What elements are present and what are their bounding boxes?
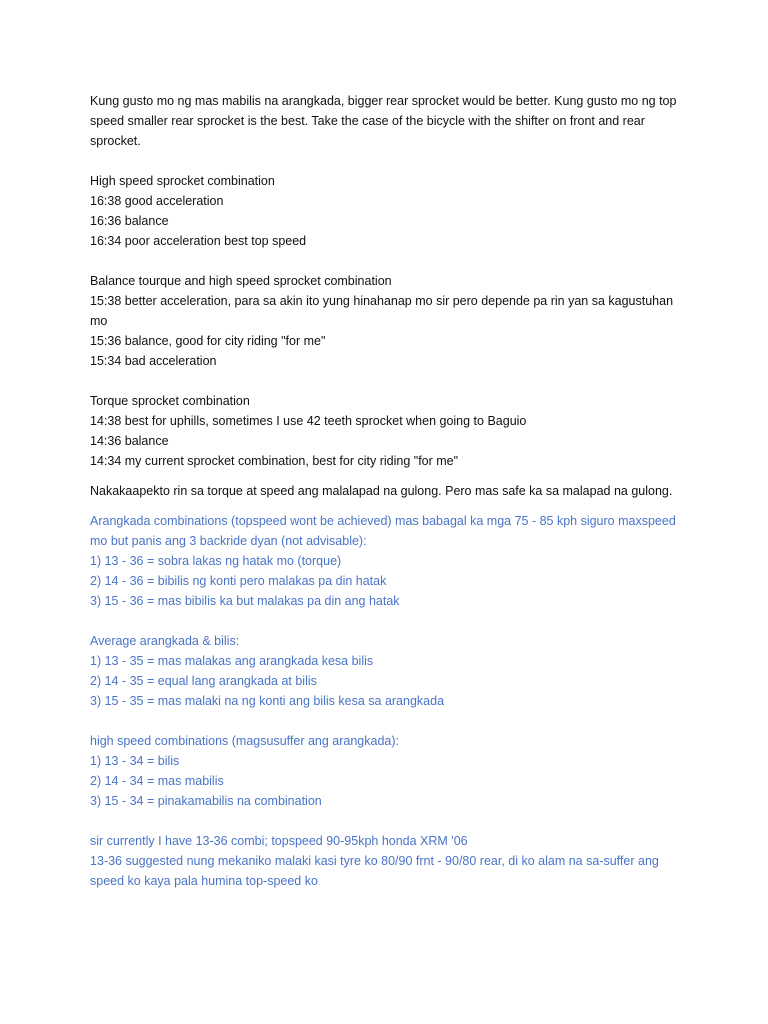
current-setup-section bbox=[90, 831, 690, 891]
section-title: high speed combinations (magsusuffer ang arangkada): bbox=[90, 734, 399, 748]
combination-line: 16:38 good acceleration bbox=[90, 194, 224, 208]
combination-line: 2) 14 - 36 = bibilis ng konti pero malakas pa din hatak bbox=[90, 574, 387, 588]
combination-line: 14:38 best for uphills, sometimes I use 42 teeth sprocket when going to Baguio bbox=[90, 414, 527, 428]
combination-line: 14:36 balance bbox=[90, 434, 169, 448]
average-section bbox=[90, 631, 690, 711]
section-title: Average arangkada & bilis: bbox=[90, 634, 240, 648]
torque-section bbox=[90, 391, 690, 471]
setup-line: 13-36 suggested nung mekaniko malaki kasi tyre ko 80/90 frnt - 90/80 rear, di ko alam na sa-suffer ang speed ko kaya pala humina top-speed ko bbox=[90, 854, 659, 888]
section-title: Torque sprocket combination bbox=[90, 394, 250, 408]
combination-line: 3) 15 - 36 = mas bibilis ka but malakas pa din ang hatak bbox=[90, 594, 400, 608]
section-title: sir currently I have 13-36 combi; topspeed 90-95kph honda XRM '06 bbox=[90, 834, 468, 848]
high-speed-section bbox=[90, 171, 690, 251]
combination-line: 15:36 balance, good for city riding "for me" bbox=[90, 334, 326, 348]
section-title: Balance tourque and high speed sprocket combination bbox=[90, 274, 392, 288]
combination-line: 3) 15 - 35 = mas malaki na ng konti ang bilis kesa sa arangkada bbox=[90, 694, 445, 708]
combination-line: 3) 15 - 34 = pinakamabilis na combination bbox=[90, 794, 322, 808]
combination-line: 1) 13 - 35 = mas malakas ang arangkada kesa bilis bbox=[90, 654, 374, 668]
combination-line: 1) 13 - 34 = bilis bbox=[90, 754, 180, 768]
combination-line: 16:34 poor acceleration best top speed bbox=[90, 234, 307, 248]
combination-line: 15:34 bad acceleration bbox=[90, 354, 217, 368]
combination-line: 14:34 my current sprocket combination, best for city riding "for me" bbox=[90, 454, 459, 468]
combination-line: 1) 13 - 36 = sobra lakas ng hatak mo (torque) bbox=[90, 554, 342, 568]
combination-line: 15:38 better acceleration, para sa akin ito yung hinahanap mo sir pero depende pa rin yan sa kagustuhan mo bbox=[90, 294, 674, 328]
document-body bbox=[90, 91, 690, 891]
combination-line: 2) 14 - 34 = mas mabilis bbox=[90, 774, 224, 788]
combination-line: 2) 14 - 35 = equal lang arangkada at bilis bbox=[90, 674, 317, 688]
section-title: Arangkada combinations (topspeed wont be achieved) mas babagal ka mga 75 - 85 kph siguro maxspeed mo but panis ang 3 backride dyan (not advisable): bbox=[90, 514, 676, 548]
section-title: High speed sprocket combination bbox=[90, 174, 275, 188]
high-speed-combinations-section bbox=[90, 731, 690, 811]
intro-paragraph: Kung gusto mo ng mas mabilis na arangkada, bigger rear sprocket would be better. Kung gusto mo ng top speed smaller rear sprocket is the best. Take the case of the bicycle with the shifter on front and rear sprocket. bbox=[90, 94, 677, 148]
tyre-note: Nakakaapekto rin sa torque at speed ang malalapad na gulong. Pero mas safe ka sa malapad na gulong. bbox=[90, 484, 673, 498]
combination-line: 16:36 balance bbox=[90, 214, 169, 228]
balance-torque-section bbox=[90, 271, 690, 371]
arangkada-combinations-section bbox=[90, 511, 690, 611]
